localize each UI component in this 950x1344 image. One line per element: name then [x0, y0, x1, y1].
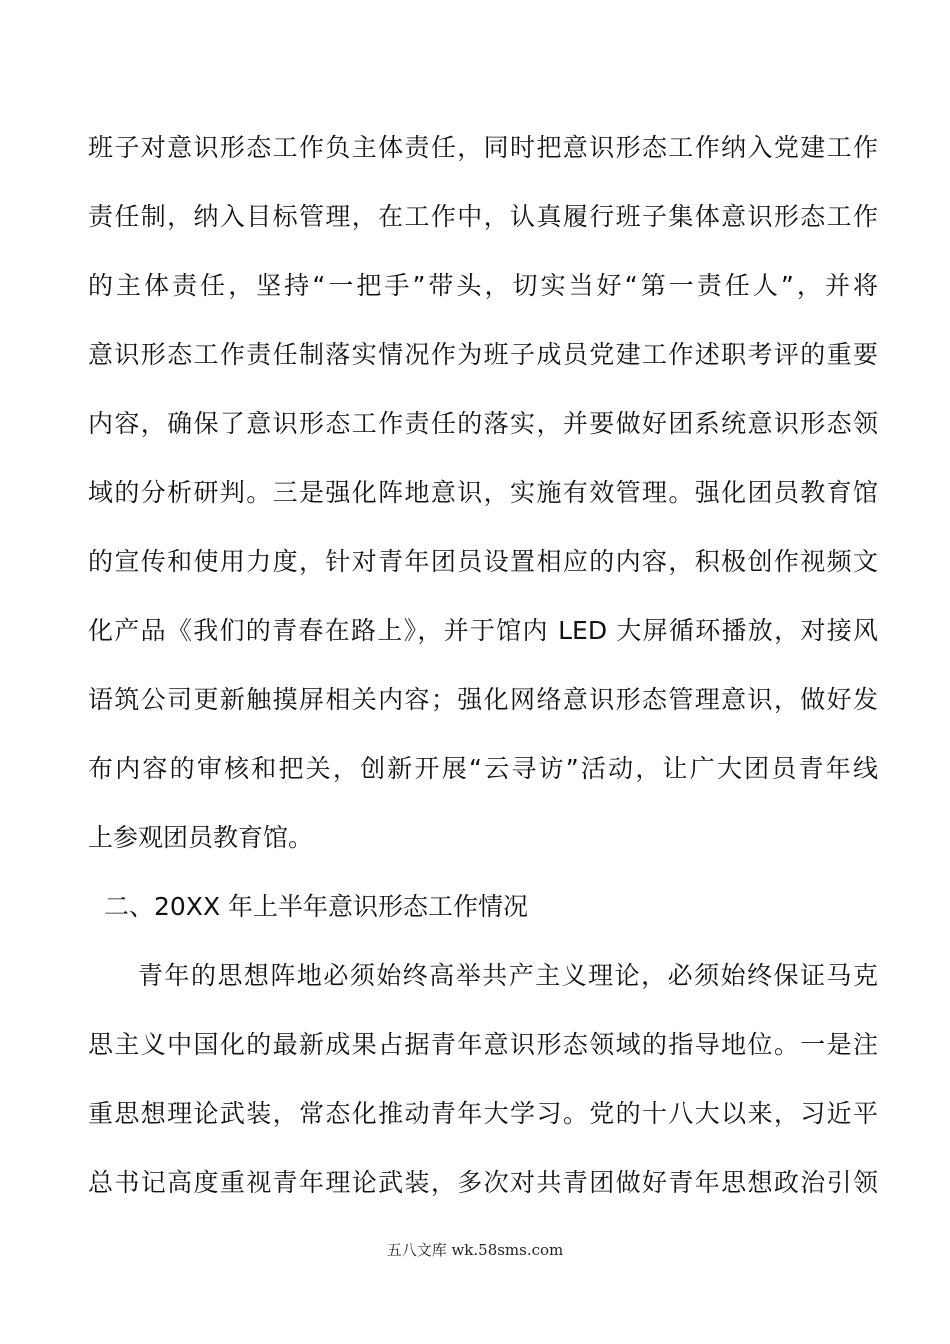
body-text-line: 的主体责任，坚持“一把手”带头，切实当好“第一责任人”，并将: [88, 271, 878, 300]
body-text-line: 意识形态工作责任制落实情况作为班子成员党建工作述职考评的重要: [88, 340, 878, 369]
body-text-line: 上参观团员教育馆。: [88, 823, 314, 852]
body-text-line: 思主义中国化的最新成果占据青年意识形态领域的指导地位。一是注: [88, 1030, 878, 1059]
body-text-line: 语筑公司更新触摸屏相关内容；强化网络意识形态管理意识，做好发: [88, 685, 878, 714]
body-text-line: 内容，确保了意识形态工作责任的落实，并要做好团系统意识形态领: [88, 409, 878, 438]
section-heading: 二、20XX 年上半年意识形态工作情况: [104, 892, 529, 921]
body-text-line: 域的分析研判。三是强化阵地意识，实施有效管理。强化团员教育馆: [88, 478, 878, 507]
body-text-line: 化产品《我们的青春在路上》，并于馆内 LED 大屏循环播放，对接风: [88, 616, 878, 645]
paragraph-first-line: 青年的思想阵地必须始终高举共产主义理论，必须始终保证马克: [138, 961, 878, 990]
body-text-line: 班子对意识形态工作负主体责任，同时把意识形态工作纳入党建工作: [88, 133, 878, 162]
page-footer: 五八文库 wk.58sms.com: [386, 1241, 564, 1259]
body-text-line: 的宣传和使用力度，针对青年团员设置相应的内容，积极创作视频文: [88, 547, 878, 576]
body-text-line: 总书记高度重视青年理论武装，多次对共青团做好青年思想政治引领: [88, 1168, 878, 1197]
body-text-line: 布内容的审核和把关，创新开展“云寻访”活动，让广大团员青年线: [88, 754, 878, 783]
body-text-line: 重思想理论武装，常态化推动青年大学习。党的十八大以来，习近平: [88, 1099, 878, 1128]
body-text-line: 责任制，纳入目标管理，在工作中，认真履行班子集体意识形态工作: [88, 202, 878, 231]
